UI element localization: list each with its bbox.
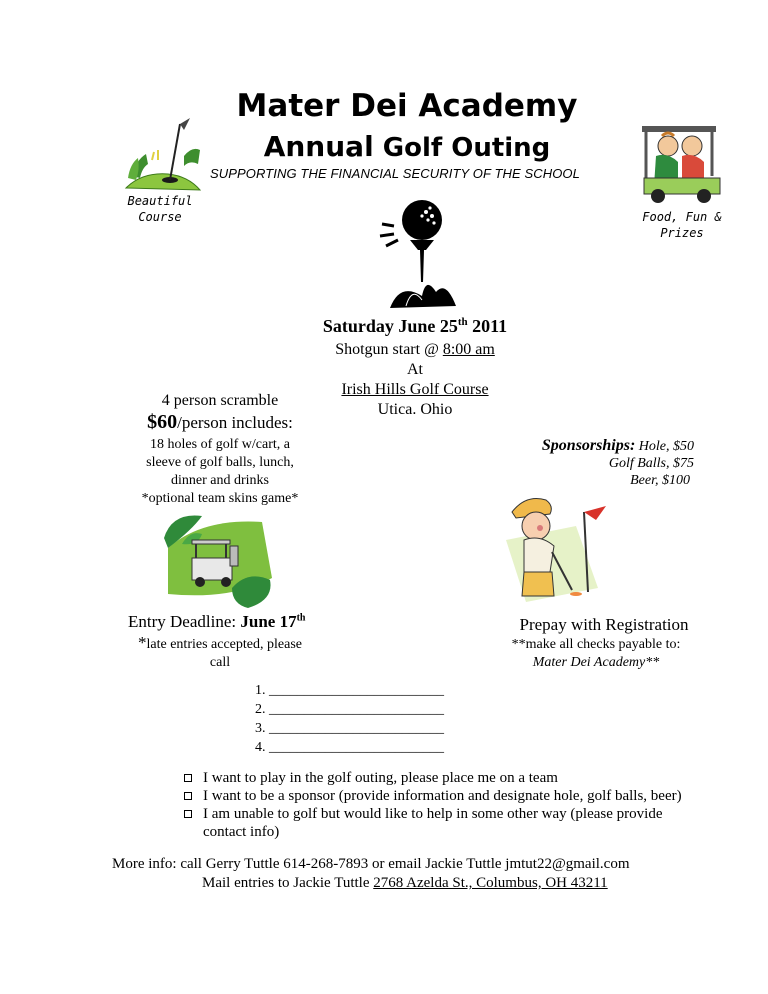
mail-address: 2768 Azelda St., Columbus, OH 43211 bbox=[373, 875, 608, 891]
late-entries-line bbox=[128, 634, 312, 654]
shotgun-start bbox=[310, 340, 520, 360]
subtitle-prefix: Annual bbox=[263, 130, 374, 163]
more-info: More info: call Gerry Tuttle 614-268-7893 or email Jackie Tuttle jmtut22@gmail.com bbox=[112, 856, 630, 872]
pricing-price bbox=[120, 411, 320, 434]
payment-title: Prepay with Registration bbox=[519, 615, 689, 634]
event-details bbox=[310, 340, 520, 420]
page-title: Mater Dei Academy bbox=[236, 88, 578, 124]
player-line-4[interactable]: 4. _________________________ bbox=[255, 740, 444, 755]
option-label: I want to be a sponsor (provide information and designate hole, golf balls, beer) bbox=[203, 788, 682, 804]
date-main: Saturday June 25 bbox=[322, 316, 458, 336]
deadline-sup: th bbox=[296, 612, 306, 624]
include-line: sleeve of golf balls, lunch, bbox=[146, 455, 294, 470]
date-year: 2011 bbox=[467, 316, 508, 336]
sponsorship-hole-price: Hole, $50 bbox=[638, 439, 694, 454]
player-line-3[interactable]: 3. _________________________ bbox=[255, 721, 444, 736]
food-fun-caption bbox=[632, 209, 732, 241]
option-label-line: contact info) bbox=[203, 824, 280, 840]
pricing-format: 4 person scramble bbox=[161, 392, 279, 409]
golf-cart-friends-clipart bbox=[638, 116, 724, 208]
golfer-clipart bbox=[506, 492, 610, 604]
golf-course-clipart bbox=[122, 116, 202, 194]
checkbox[interactable] bbox=[184, 810, 192, 818]
caption-line: Course bbox=[138, 210, 182, 224]
deadline-label: Entry Deadline: bbox=[128, 612, 241, 631]
late-entries-note bbox=[128, 634, 312, 672]
player-line-2[interactable]: 2. _________________________ bbox=[255, 702, 444, 717]
tagline: SUPPORTING THE FINANCIAL SECURITY OF THE SCHOOL bbox=[210, 166, 580, 181]
sponsorship-hole bbox=[480, 437, 694, 455]
course-caption bbox=[122, 193, 198, 225]
price-suffix: /person includes: bbox=[177, 413, 293, 432]
caption-line: Prizes bbox=[660, 226, 704, 240]
late-star: * bbox=[138, 633, 147, 652]
include-line: dinner and drinks bbox=[171, 473, 269, 488]
entry-deadline bbox=[128, 612, 305, 632]
shotgun-time: 8:00 am bbox=[442, 341, 495, 358]
caption-line: Food, Fun & bbox=[642, 210, 722, 224]
checkbox[interactable] bbox=[184, 792, 192, 800]
deadline-date: June 17 bbox=[240, 612, 297, 631]
subtitle-main: Golf Outing bbox=[382, 133, 551, 163]
city: Utica. Ohio bbox=[377, 401, 453, 418]
venue: Irish Hills Golf Course bbox=[341, 381, 489, 398]
golf-ball-tee-clipart bbox=[376, 196, 458, 310]
payment-note-line: **make all checks payable to: bbox=[511, 637, 681, 652]
shotgun-prefix: Shotgun start @ bbox=[335, 341, 443, 358]
sponsorship-balls: Golf Balls, $75 bbox=[608, 456, 694, 471]
late-call: call bbox=[209, 655, 231, 670]
golf-cart-clipart bbox=[162, 508, 278, 612]
include-line: *optional team skins game* bbox=[141, 491, 299, 506]
event-date bbox=[310, 316, 520, 337]
at-text: At bbox=[407, 361, 423, 378]
player-line-1[interactable]: 1. _________________________ bbox=[255, 683, 444, 698]
option-label-line: I am unable to golf but would like to help in some other way (please provide bbox=[203, 806, 663, 822]
sponsorships-label: Sponsorships: bbox=[541, 437, 636, 454]
payment-note bbox=[496, 636, 696, 672]
pricing-includes bbox=[120, 436, 320, 508]
price-value: $60 bbox=[147, 411, 178, 433]
include-line: 18 holes of golf w/cart, a bbox=[150, 437, 290, 452]
player-list bbox=[255, 681, 444, 757]
mail-entries bbox=[202, 875, 608, 892]
option-label: I want to play in the golf outing, please place me on a team bbox=[203, 770, 558, 786]
payable-to: Mater Dei Academy** bbox=[532, 655, 660, 670]
caption-line: Beautiful bbox=[127, 194, 193, 208]
option-label bbox=[203, 805, 693, 841]
date-sup: th bbox=[457, 316, 468, 328]
late-text: late entries accepted, please bbox=[146, 637, 302, 652]
sponsorship-beer: Beer, $100 bbox=[630, 473, 690, 488]
checkbox[interactable] bbox=[184, 774, 192, 782]
mail-prefix: Mail entries to Jackie Tuttle bbox=[202, 875, 374, 891]
sponsorships bbox=[480, 437, 694, 489]
